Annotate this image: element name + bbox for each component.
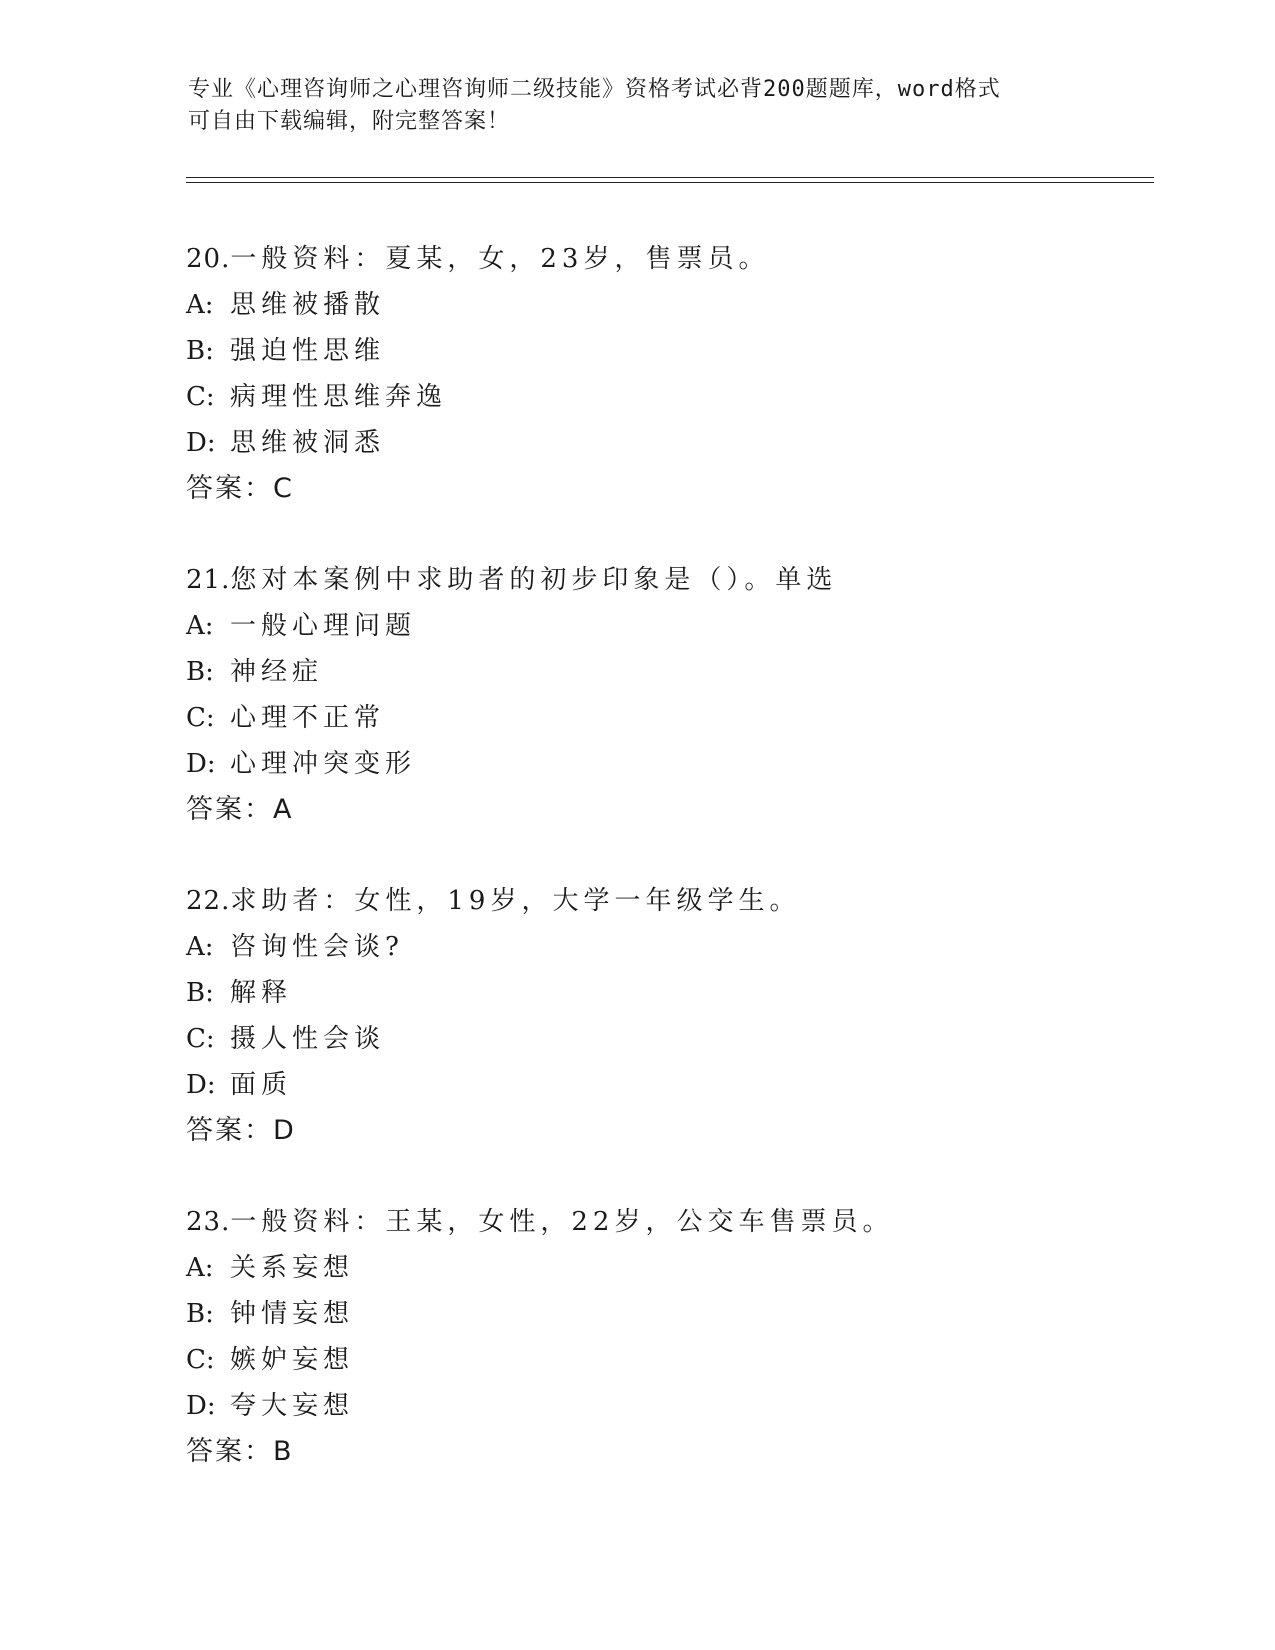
option-letter: C: [186,703,215,733]
question-21 [186,557,1146,833]
option-a [186,603,1146,649]
question-stem [186,1199,1146,1245]
option-letter: B: [186,336,214,366]
option-a [186,282,1146,328]
header-title-line-1: 专业《心理咨询师之心理咨询师二级技能》资格考试必背200题题库，word格式 [188,77,1001,102]
answer-label: 答案：C [186,473,294,504]
option-c [186,1337,1146,1383]
option-letter: D: [186,428,216,458]
option-text: 强迫性思维 [230,336,386,366]
option-letter: B: [186,978,214,1008]
option-text: 一般心理问题 [230,611,417,641]
option-letter: B: [186,1299,214,1329]
option-letter: D: [186,1070,216,1100]
question-stem [186,557,1146,603]
option-text: 神经症 [230,657,324,687]
question-stem [186,236,1146,282]
question-20 [186,236,1146,512]
option-c [186,374,1146,420]
option-b [186,328,1146,374]
answer-label: 答案：D [186,1115,296,1146]
option-text: 关系妄想 [230,1253,355,1283]
option-a [186,1245,1146,1291]
option-letter: A: [186,611,214,641]
option-text: 咨询性会谈? [230,932,404,962]
option-text: 摄人性会谈 [230,1024,386,1054]
option-text: 钟情妄想 [230,1299,355,1329]
option-b [186,649,1146,695]
question-number: 22. [186,886,231,916]
question-number: 21. [186,565,231,595]
option-d [186,420,1146,466]
option-d [186,1062,1146,1108]
option-b [186,1291,1146,1337]
option-text: 面质 [230,1070,293,1100]
question-list [186,236,1146,1520]
option-d [186,741,1146,787]
option-text: 心理不正常 [230,703,386,733]
option-text: 心理冲突变形 [230,749,417,779]
option-letter: C: [186,382,215,412]
option-text: 夸大妄想 [230,1391,355,1421]
option-c [186,695,1146,741]
option-text: 病理性思维奔逸 [230,382,448,412]
option-letter: C: [186,1024,215,1054]
option-letter: A: [186,1253,214,1283]
option-letter: C: [186,1345,215,1375]
question-stem [186,878,1146,924]
answer-label: 答案：A [186,794,294,825]
question-text: 您对本案例中求助者的初步印象是（）。单选 [230,565,838,595]
option-a [186,924,1146,970]
option-letter: D: [186,1391,216,1421]
option-b [186,970,1146,1016]
option-text: 嫉妒妄想 [230,1345,355,1375]
option-letter: D: [186,749,216,779]
option-text: 思维被播散 [230,290,386,320]
option-letter: B: [186,657,214,687]
header-divider-bottom [186,182,1154,183]
question-number: 23. [186,1207,231,1237]
option-d [186,1383,1146,1429]
question-text: 求助者：女性，19岁，大学一年级学生。 [230,886,801,916]
header-divider-top [186,177,1154,178]
option-letter: A: [186,290,214,320]
document-header [188,74,1088,138]
question-23 [186,1199,1146,1475]
question-text: 一般资料：夏某，女，23岁，售票员。 [230,244,770,274]
question-text: 一般资料：王某，女性，22岁，公交车售票员。 [230,1207,894,1237]
option-text: 解释 [230,978,293,1008]
question-number: 20. [186,244,231,274]
answer-label: 答案：B [186,1436,294,1467]
option-letter: A: [186,932,214,962]
header-title-line-2: 可自由下载编辑，附完整答案！ [188,109,511,134]
question-22 [186,878,1146,1154]
option-text: 思维被洞悉 [230,428,386,458]
option-c [186,1016,1146,1062]
